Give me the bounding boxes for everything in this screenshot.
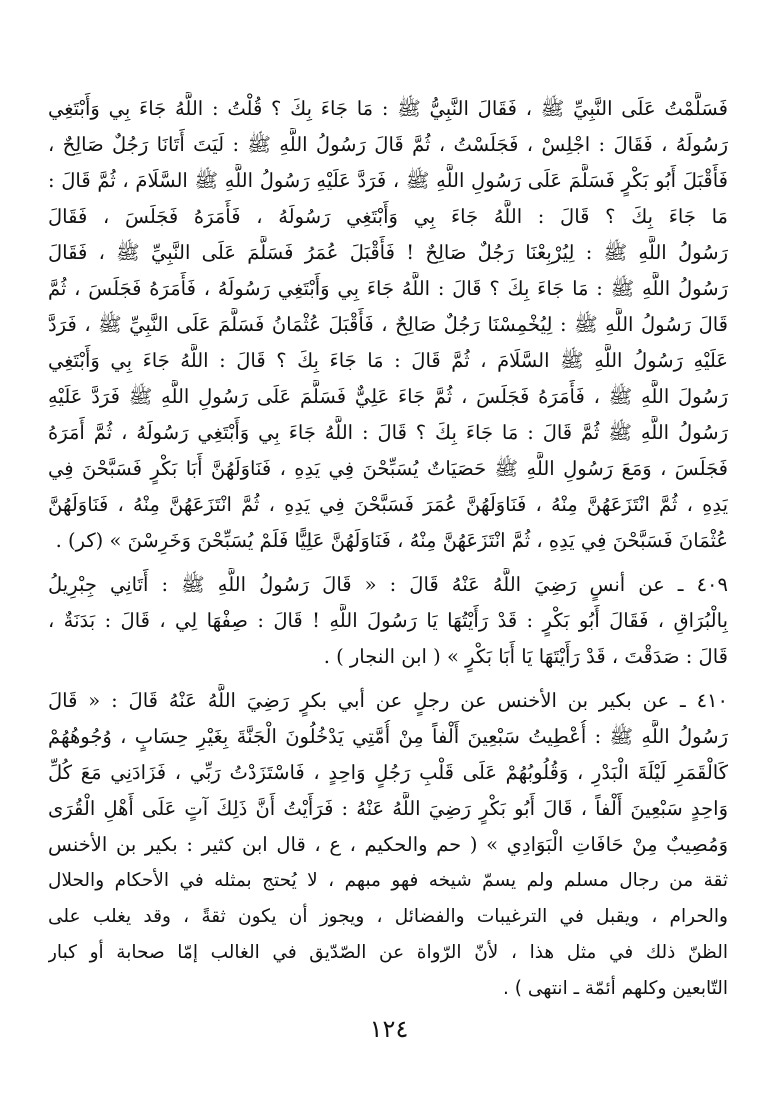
hadith-410-line: وَاحِدٍ سَبْعِينَ أَلْفاً ، قَالَ أَبُو بَكْرٍ رَضِيَ اللَّهُ عَنْهُ : فَرَأَيْتُ أَنَّ ذَلِكَ آتٍ عَلَى أَهْلِ الْقُرَى [48,797,728,820]
commentary-line: والحرام ، ويقبل في الترغيبات والفضائل ، ويجوز أن يكون ثقةً ، وقد يغلب على [48,906,728,927]
text-line: قَالَ رَسُولُ اللَّهِ ﷺ : لِيُخْمِسْنَا رَجُلٌ صَالِحٌ ، فَأَقْبَلَ عُثْمَانُ فَسَلَّمَ عَلَى النَّبِيِّ ﷺ ، فَرَدَّ [48,313,728,336]
hadith-410-line: وَمُصِيبٌ مِنْ حَافَاتِ الْبَوَادِي » ( حم والحكيم ، ع ، قال ابن كثير : بكير بن الأخنس [48,833,728,856]
text-line: رَسُولَ اللَّهِ ﷺ ، فَأَمَرَهُ فَجَلَسَ ، ثُمَّ جَاءَ عَلِيٌّ فَسَلَّمَ عَلَى رَسُولِ اللَّهِ ﷺ فَرَدَّ عَلَيْهِ [48,385,728,408]
text-line: فَجَلَسَ ، وَمَعَ رَسُولِ اللَّهِ ﷺ حَصَيَاتٌ يُسَبِّحْنَ فِي يَدِهِ ، فَنَاوَلَهُنَّ أَبَا بَكْرٍ فَسَبَّحْنَ فِي [48,457,728,480]
commentary-line: التّابعين وكلهم أئمّة ـ انتهى ) . [503,978,728,999]
hadith-410-line: ٤١٠ ـ عن بكير بن الأخنس عن رجلٍ عن أبي بكرٍ رَضِيَ اللَّهُ عَنْهُ قَالَ : « قَالَ [48,689,728,712]
text-line: عُثْمَانَ فَسَبَّحْنَ فِي يَدِهِ ، ثُمَّ انْتَزَعَهُنَّ مِنْهُ ، فَنَاوَلَهُنَّ عَلِيًّا فَلَمْ يُسَبِّحْنَ وَخَرِسْنَ » (كر) . [55,529,728,552]
text-line: مَا جَاءَ بِكَ ؟ قَالَ : اللَّهُ جَاءَ بِي وَأَبْتَغِي رَسُولَهُ ، فَأَمَرَهُ فَجَلَسَ ، فَقَالَ [48,205,728,228]
text-line: عَلَيْهِ رَسُولُ اللَّهِ ﷺ السَّلَامَ ، ثُمَّ قَالَ : مَا جَاءَ بِكَ ؟ قَالَ : اللَّهُ جَاءَ بِي وَأَبْتَغِي [48,349,728,372]
text-line: رَسُولُ اللَّهِ ﷺ : لِيُرْبِعْنَا رَجُلٌ صَالِحٌ ! فَأَقْبَلَ عُمَرُ فَسَلَّمَ عَلَى النَّبِيِّ ﷺ ، فَقَالَ [48,241,728,264]
page-number: ١٢٤ [369,1015,409,1043]
text-line: فَسَلَّمْتُ عَلَى النَّبِيِّ ﷺ ، فَقَالَ النَّبِيُّ ﷺ : مَا جَاءَ بِكَ ؟ قُلْتُ : اللَّهُ جَاءَ بِي وَأَبْتَغِي [48,97,728,120]
commentary-line: ثقة من رجال مسلم ولم يسمّ شيخه فهو مبهم ، لا يُحتج بمثله في الأحكام والحلال [48,870,728,891]
commentary-line: الظنّ ذلك في مثل هذا ، لأنّ الرّواة عن الصّدّيق في الغالب إمّا صحابة أو كبار [48,942,728,963]
text-line: رَسُولُ اللَّهِ ﷺ ثُمَّ قَالَ : مَا جَاءَ بِكَ ؟ قَالَ : اللَّهُ جَاءَ بِي وَأَبْتَغِي رَسُولَهُ ، ثُمَّ أَمَرَهُ [48,421,728,444]
hadith-409-line: بِالْبُرَاقِ ، فَقَالَ أَبُو بَكْرٍ : قَدْ رَأَيْتُهَا يَا رَسُولَ اللَّهِ ! قَالَ : صِفْهَا لِي ، قَالَ : بَدَنَةٌ ، [48,609,728,632]
text-line: رَسُولُ اللَّهِ ﷺ : مَا جَاءَ بِكَ ؟ قَالَ : اللَّهُ جَاءَ بِي وَأَبْتَغِي رَسُولَهُ ، فَأَمَرَهُ فَجَلَسَ ، ثُمَّ [48,277,728,300]
hadith-409-line: قَالَ : صَدَقْتَ ، قَدْ رَأَيْتَهَا يَا أَبَا بَكْرٍ » ( ابن النجار ) . [323,645,728,668]
hadith-409-line: ٤٠٩ ـ عن أنسٍ رَضِيَ اللَّهُ عَنْهُ قَالَ : « قَالَ رَسُولُ اللَّهِ ﷺ : أَتَانِي جِبْرِيلُ [48,573,728,596]
text-line: يَدِهِ ، ثُمَّ انْتَزَعَهُنَّ مِنْهُ ، فَنَاوَلَهُنَّ عُمَرَ فَسَبَّحْنَ فِي يَدِهِ ، ثُمَّ انْتَزَعَهُنَّ مِنْهُ ، فَنَاوَلَهُنَّ [48,493,728,516]
text-line: فَأَقْبَلَ أَبُو بَكْرٍ فَسَلَّمَ عَلَى رَسُولِ اللَّهِ ﷺ ، فَرَدَّ عَلَيْهِ رَسُولُ اللَّهِ ﷺ السَّلَامَ ، ثُمَّ قَالَ : [48,169,728,192]
text-line: رَسُولَهُ ، فَقَالَ : اجْلِسْ ، فَجَلَسْتُ ، ثُمَّ قَالَ رَسُولُ اللَّهِ ﷺ : لَيَتَ أَتَانَا رَجُلٌ صَالِحٌ ، [48,133,728,156]
hadith-410-line: كَالْقَمَرِ لَيْلَةَ الْبَدْرِ ، وَقُلُوبُهُمْ عَلَى قَلْبِ رَجُلٍ وَاحِدٍ ، فَاسْتَزَدْتُ رَبِّي ، فَزَادَنِي مَعَ كُلِّ [48,761,728,784]
hadith-410-line: رَسُولُ اللَّهِ ﷺ : أُعْطِيتُ سَبْعِينَ أَلْفاً مِنْ أُمَّتِي يَدْخُلُونَ الْجَنَّةَ بِغَيْرِ حِسَابٍ ، وُجُوهُهُمْ [48,725,728,748]
